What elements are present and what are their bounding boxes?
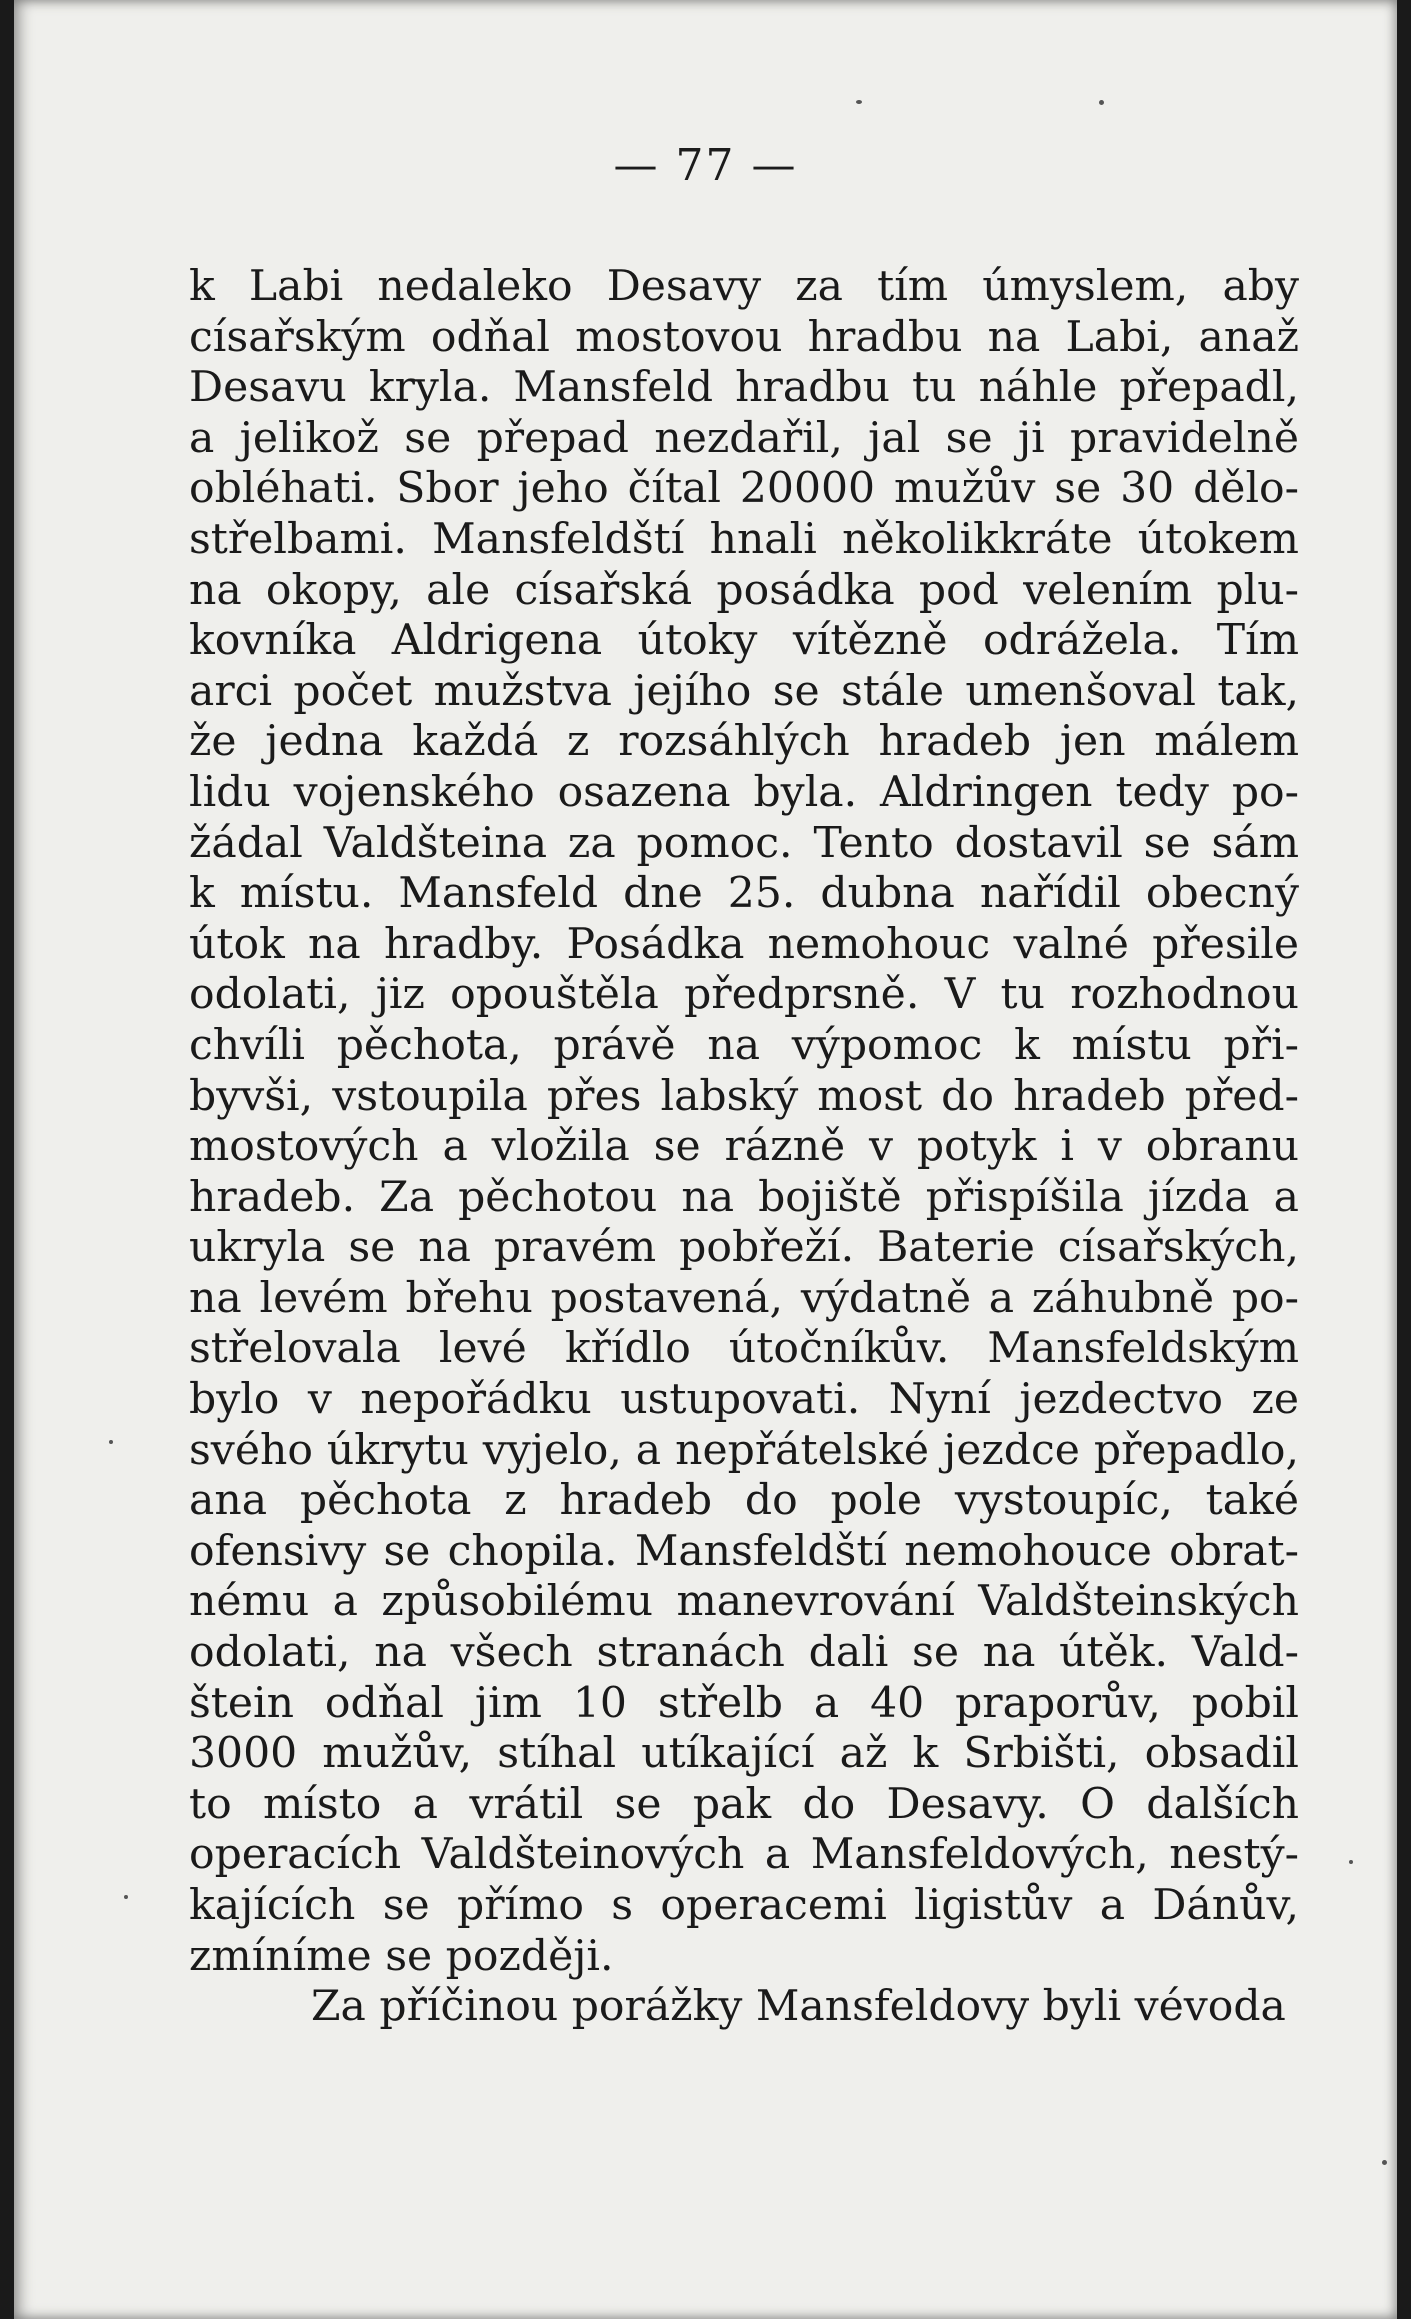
text-line: odolati, na všech stranách dali se na útěk. Vald- xyxy=(189,1628,1299,1678)
text-line: žádal Valdšteina za pomoc. Tento dostavil se sám xyxy=(189,818,1299,868)
text-line: byvši, vstoupila přes labský most do hradeb před- xyxy=(189,1071,1299,1121)
text-line: obléhati. Sbor jeho čítal 20000 mužův se 30 dělo- xyxy=(189,464,1299,514)
paper-speck xyxy=(1382,2160,1387,2165)
paper-speck xyxy=(1349,1860,1353,1864)
text-line: ana pěchota z hradeb do pole vystoupíc, také xyxy=(189,1476,1299,1526)
text-line: to místo a vrátil se pak do Desavy. O dalších xyxy=(189,1779,1299,1829)
text-line: císařským odňal mostovou hradbu na Labi, anaž xyxy=(189,312,1299,362)
text-line: útok na hradby. Posádka nemohouc valné přesile xyxy=(189,919,1299,969)
text-line: a jelikož se přepad nezdařil, jal se ji pravidelně xyxy=(189,413,1299,463)
text-line: kajících se přímo s operacemi ligistův a Dánův, xyxy=(189,1881,1299,1930)
body-text xyxy=(189,262,1299,2033)
text-line: operacích Valdšteinových a Mansfeldových, nestý- xyxy=(189,1830,1299,1880)
text-line: zmíníme se později. xyxy=(189,1931,614,1981)
text-line: Za příčinou porážky Mansfeldovy byli vévoda xyxy=(311,1982,1286,2032)
paper-speck xyxy=(856,100,862,104)
paper-speck xyxy=(109,1440,113,1444)
text-line: že jedna každá z rozsáhlých hradeb jen málem xyxy=(189,717,1299,767)
paper-speck xyxy=(1099,100,1104,105)
text-line: střelovala levé křídlo útočníkův. Mansfeldským xyxy=(189,1324,1299,1374)
text-line: hradeb. Za pěchotou na bojiště přispíšila jízda a xyxy=(189,1172,1299,1222)
text-line: střelbami. Mansfeldští hnali několikkráte útokem xyxy=(189,514,1299,564)
text-line: na okopy, ale císařská posádka pod velením plu- xyxy=(189,565,1299,615)
paper-speck xyxy=(124,1895,128,1899)
text-line: mostových a vložila se rázně v potyk i v obranu xyxy=(189,1122,1299,1172)
text-line: ukryla se na pravém pobřeží. Baterie císařských, xyxy=(189,1223,1299,1273)
text-line: nému a způsobilému manevrování Valdšteinských xyxy=(189,1577,1299,1627)
text-line: 3000 mužův, stíhal utíkající až k Srbišti, obsadil xyxy=(189,1729,1299,1779)
text-line: na levém břehu postavená, výdatně a záhubně po- xyxy=(189,1273,1299,1323)
book-page xyxy=(14,0,1397,2319)
text-line: štein odňal jim 10 střelb a 40 praporův, pobil xyxy=(189,1678,1299,1728)
text-line: kovníka Aldrigena útoky vítězně odrážela. Tím xyxy=(189,616,1299,666)
text-line: Desavu kryla. Mansfeld hradbu tu náhle přepadl, xyxy=(189,363,1299,413)
text-line: bylo v nepořádku ustupovati. Nyní jezdectvo ze xyxy=(189,1375,1299,1425)
text-line: arci počet mužstva jejího se stále umenšoval tak, xyxy=(189,666,1299,716)
text-line: k místu. Mansfeld dne 25. dubna nařídil obecný xyxy=(189,869,1299,919)
text-line: ofensivy se chopila. Mansfeldští nemohouce obrat- xyxy=(189,1526,1299,1576)
text-line: odolati, jiz opouštěla předprsně. V tu rozhodnou xyxy=(189,970,1299,1020)
text-line: k Labi nedaleko Desavy za tím úmyslem, aby xyxy=(189,262,1299,311)
page-number: — 77 — xyxy=(613,140,798,191)
text-line: svého úkrytu vyjelo, a nepřátelské jezdce přepadlo, xyxy=(189,1425,1299,1475)
text-line: chvíli pěchota, právě na výpomoc k místu při- xyxy=(189,1020,1299,1070)
text-line: lidu vojenského osazena byla. Aldringen tedy po- xyxy=(189,767,1299,817)
